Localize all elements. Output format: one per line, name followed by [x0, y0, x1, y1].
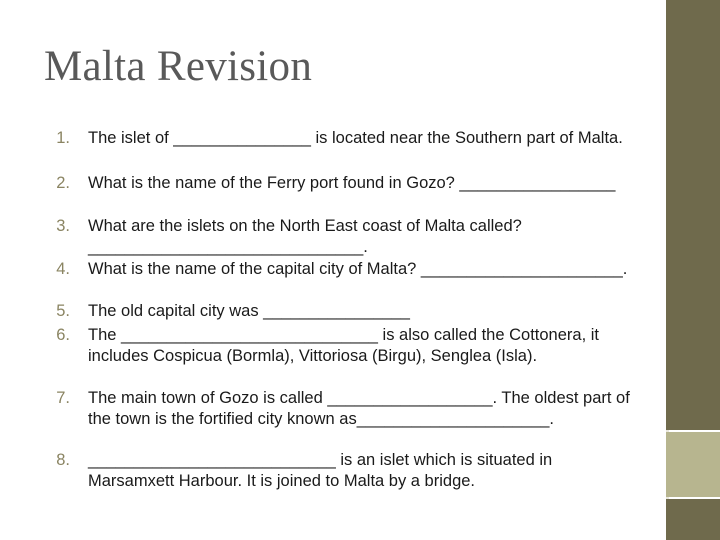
question-number: 3.: [56, 217, 70, 235]
question-number: 1.: [56, 129, 70, 147]
slide-title: Malta Revision: [44, 43, 313, 90]
sidebar-dark-block: [666, 0, 720, 430]
question-number: 4.: [56, 260, 70, 278]
question-text: What are the islets on the North East coast of Malta called? ______________________________.: [88, 217, 522, 256]
question-text: The old capital city was ________________: [88, 302, 410, 320]
question-text: The main town of Gozo is called __________________. The oldest part of the town is the fortified city known as_____________________.: [88, 389, 630, 428]
question-text: What is the name of the capital city of Malta? ______________________.: [88, 260, 628, 278]
sidebar-light-block: [666, 432, 720, 497]
question-number: 6.: [56, 326, 70, 344]
decorative-sidebar: [666, 0, 720, 540]
question-number: 5.: [56, 302, 70, 320]
question-number: 2.: [56, 174, 70, 192]
question-text: ___________________________ is an islet which is situated in Marsamxett Harbour. It is joined to Malta by a bridge.: [88, 451, 553, 490]
question-number: 8.: [56, 451, 70, 469]
sidebar-bottom-block: [666, 499, 720, 540]
question-text: What is the name of the Ferry port found in Gozo? _________________: [88, 174, 616, 192]
question-text: The ____________________________ is also called the Cottonera, it includes Cospicua (Bormla), Vittoriosa (Birgu), Senglea (Isla).: [88, 326, 599, 365]
question-number: 7.: [56, 389, 70, 407]
question-text: The islet of _______________ is located near the Southern part of Malta.: [88, 129, 623, 147]
